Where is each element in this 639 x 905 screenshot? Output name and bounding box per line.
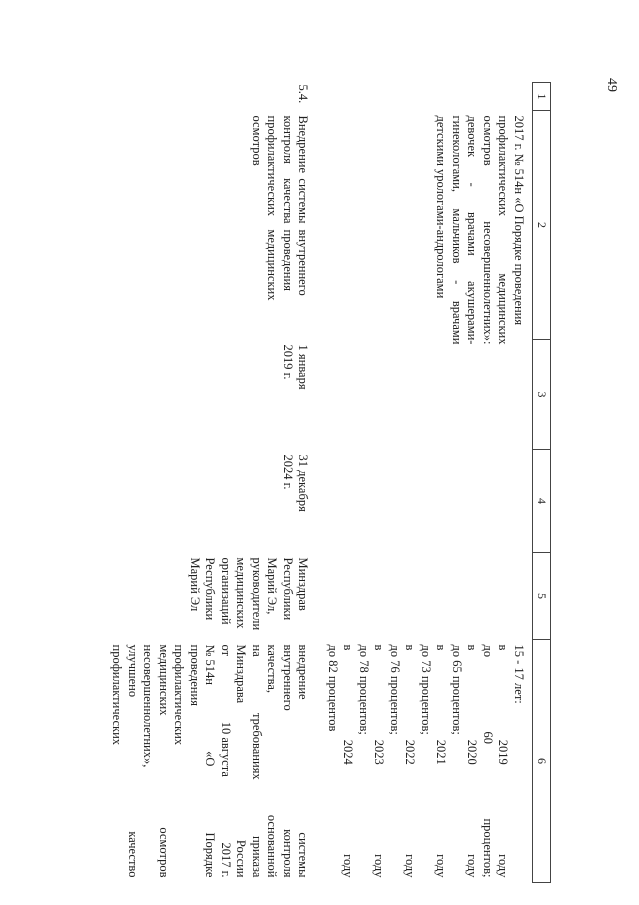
text-line: [340, 645, 356, 878]
header-col-3: 3: [533, 340, 551, 450]
measure-text: [249, 116, 311, 224]
cell-measure-continued: [315, 111, 533, 553]
text-word: мальчиков: [450, 208, 464, 264]
table-row-continued: [315, 83, 533, 883]
text-word: в: [372, 644, 387, 651]
text-word: до 73 процентов;: [419, 644, 433, 735]
text-word: до: [481, 644, 495, 658]
text-word: 2017 г.: [219, 842, 233, 878]
text-line: [511, 116, 527, 345]
text-word: году: [341, 854, 356, 878]
text-word: России: [234, 839, 249, 878]
text-line: Республики: [203, 557, 218, 621]
text-line: [233, 645, 249, 878]
text-word: внутреннего: [281, 644, 295, 711]
text-word: основанной: [265, 814, 280, 878]
header-col-2: 2: [533, 111, 551, 340]
cell-number: 5.4.: [296, 84, 311, 104]
text-word: профилактических: [496, 115, 511, 217]
text-line: [264, 645, 280, 878]
text-line: Марий Эл: [188, 557, 202, 612]
text-word: на: [250, 644, 264, 657]
text-word: «О: [203, 751, 218, 767]
text-word: внутреннего: [296, 229, 311, 296]
text-line: [480, 116, 496, 345]
header-row: [533, 83, 551, 883]
header-col-5: 5: [533, 553, 551, 640]
text-word: в: [496, 644, 511, 651]
text-word: 2020: [465, 739, 480, 765]
text-word: процентов;: [481, 818, 495, 878]
text-line: [187, 645, 203, 878]
text-word: № 514н: [203, 644, 218, 685]
text-word: до 76 процентов;: [388, 644, 402, 735]
text-word: -: [450, 280, 464, 285]
text-word: 2023: [372, 739, 387, 765]
indicator-text: [325, 645, 527, 878]
text-word: году: [372, 854, 387, 878]
text-word: системы: [296, 178, 311, 224]
table-row-5-4: [105, 83, 315, 883]
cell-executor: [105, 553, 315, 640]
cell-indicator-continued: [315, 640, 533, 883]
cell-end-date: [105, 450, 315, 553]
text-line: 31 декабря: [296, 454, 311, 512]
text-word: осмотров: [250, 115, 264, 166]
text-line: [264, 230, 280, 335]
text-line: [418, 645, 434, 878]
text-word: детскими урологами-андрологами: [434, 115, 449, 299]
text-word: 10 августа: [219, 721, 233, 777]
text-word: качества: [281, 178, 295, 224]
text-line: [280, 116, 296, 224]
text-word: до 78 процентов;: [357, 644, 371, 735]
text-line: [387, 645, 403, 878]
text-word: врачами: [465, 212, 480, 256]
text-line: медицинских: [234, 557, 249, 629]
text-line: [140, 645, 156, 878]
text-line: [202, 645, 218, 878]
text-word: году: [403, 854, 418, 878]
cell-indicator: [105, 640, 315, 883]
cell-start-date: [105, 340, 315, 450]
text-word: медицинских: [265, 229, 280, 301]
text-line: [295, 116, 311, 224]
text-line: [495, 645, 511, 878]
text-line: [125, 645, 141, 878]
text-line: Республики: [281, 557, 295, 621]
text-word: системы: [296, 832, 311, 878]
text-word: контроля: [281, 829, 295, 878]
text-word: в: [341, 644, 356, 651]
text-word: от: [219, 644, 233, 657]
text-word: 2019: [496, 739, 511, 765]
rotated-table-frame: [89, 82, 551, 882]
text-line: [464, 645, 480, 878]
header-col-1: 1: [533, 83, 551, 111]
text-word: 2021: [434, 739, 449, 765]
text-line: [218, 645, 234, 878]
text-line: [480, 645, 496, 878]
text-word: году: [434, 854, 449, 878]
text-word: 60: [481, 731, 495, 745]
text-word: качества,: [265, 644, 280, 693]
text-word: Порядке: [203, 832, 218, 878]
text-line: [449, 645, 465, 878]
text-word: несовершеннолетних»:: [481, 221, 495, 345]
text-word: 2022: [403, 739, 418, 765]
text-line: [109, 645, 125, 878]
text-word: несовершеннолетних»,: [141, 644, 156, 768]
text-word: 15 - 17 лет:: [512, 644, 526, 704]
text-line: [511, 645, 527, 878]
text-word: -: [465, 182, 480, 187]
text-word: Минздрава: [234, 644, 249, 704]
cell-number: [315, 83, 533, 111]
text-line: [280, 230, 296, 335]
text-word: году: [496, 854, 511, 878]
text-line: [464, 116, 480, 345]
text-word: до 65 процентов;: [450, 644, 464, 735]
text-word: профилактических: [265, 115, 280, 217]
text-word: приказа: [250, 835, 264, 878]
text-word: профилактических: [110, 644, 125, 746]
text-line: [433, 645, 449, 878]
text-word: Внедрение: [296, 115, 311, 173]
text-word: акушерами-: [465, 281, 480, 345]
text-line: [264, 116, 280, 224]
cell-executor: [315, 553, 533, 640]
text-line: [402, 645, 418, 878]
text-line: [325, 645, 341, 878]
text-line: Минздрав: [296, 557, 311, 611]
text-word: в: [465, 644, 480, 651]
text-line: [280, 645, 296, 878]
header-col-6: 6: [533, 640, 551, 883]
text-word: осмотров: [157, 827, 171, 878]
text-line: [449, 116, 465, 345]
text-line: организаций: [219, 557, 233, 625]
text-word: году: [465, 854, 480, 878]
text-line: [495, 116, 511, 345]
text-line: [356, 645, 372, 878]
page-number: 49: [604, 78, 619, 92]
text-word: улучшено: [126, 644, 140, 698]
text-word: качество: [126, 831, 140, 878]
text-word: медицинских: [157, 644, 171, 716]
text-line: Марий Эл,: [265, 557, 280, 615]
text-line: [371, 645, 387, 878]
text-line: [156, 645, 172, 878]
text-word: внедрение: [296, 644, 311, 700]
text-line: [295, 230, 311, 335]
text-word: девочек: [465, 115, 480, 158]
text-word: контроля: [281, 115, 295, 164]
text-word: требованиях: [250, 713, 264, 780]
measures-table: [105, 82, 551, 883]
text-word: 2024: [341, 739, 356, 765]
text-line: [249, 645, 265, 878]
text-line: [295, 645, 311, 878]
text-word: профилактических: [172, 644, 187, 746]
measure-text: [433, 116, 526, 345]
cell-measure: [105, 111, 315, 340]
text-word: врачами: [450, 300, 464, 345]
text-word: осмотров: [481, 115, 495, 166]
text-word: в: [403, 644, 418, 651]
text-line: руководители: [250, 557, 264, 631]
text-line: 2019 г.: [281, 344, 295, 380]
text-line: [171, 645, 187, 878]
text-line: [249, 116, 265, 224]
text-word: 2017 г. № 514н «О Порядке проведения: [512, 115, 526, 326]
text-line: [433, 116, 449, 345]
text-word: в: [434, 644, 449, 651]
text-line: 1 января: [296, 344, 311, 390]
text-word: проведения: [281, 229, 295, 291]
text-word: проведения: [188, 644, 202, 706]
text-line: 2024 г.: [281, 454, 295, 490]
text-word: до 82 процентов: [326, 644, 340, 732]
text-word: медицинских: [496, 273, 511, 345]
measure-text-2: [249, 230, 311, 335]
text-word: гинекологами,: [450, 115, 464, 192]
header-col-4: 4: [533, 450, 551, 553]
